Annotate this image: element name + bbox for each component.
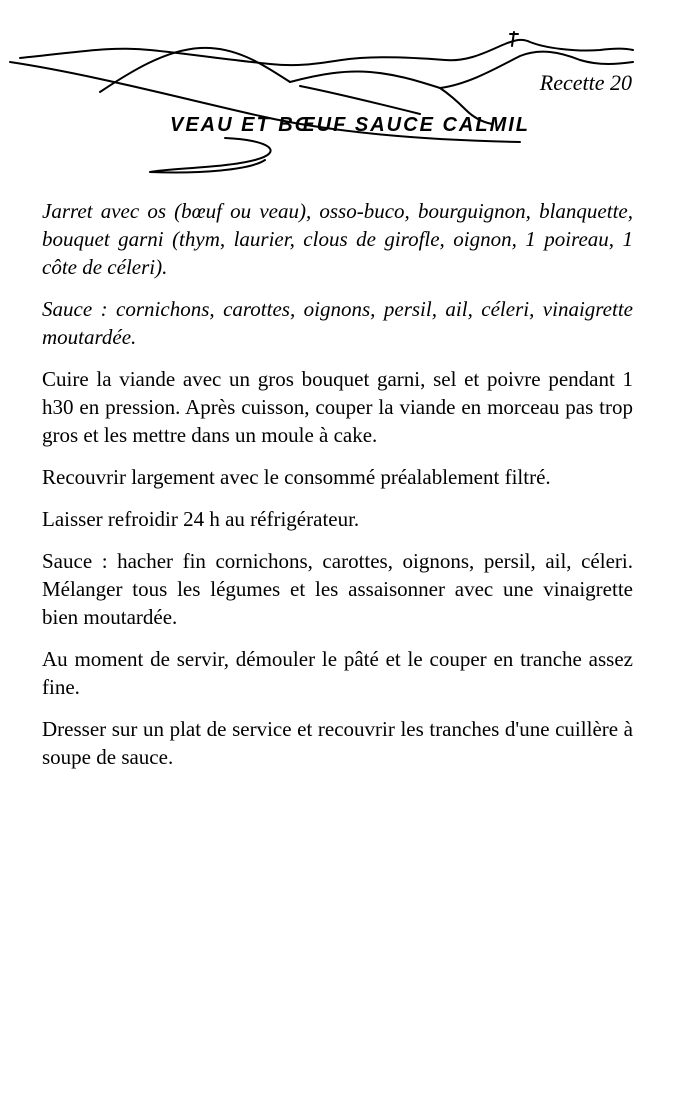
recipe-body	[42, 197, 633, 785]
step-paragraph: Cuire la viande avec un gros bouquet garni, sel et poivre pendant 1 h30 en pression. Après cuisson, couper la viande en morceau pas trop gros et les mettre dans un moule à cake.	[42, 367, 633, 447]
step-paragraph: Laisser refroidir 24 h au réfrigérateur.	[42, 507, 360, 531]
ingredients-paragraph: Jarret avec os (bœuf ou veau), osso-buco, bourguignon, blanquette, bouquet garni (thym, laurier, clous de girofle, oignon, 1 poireau, 1 côte de céleri).	[42, 199, 633, 279]
valley-line	[300, 86, 420, 114]
step-paragraph: Recouvrir largement avec le consommé préalablement filtré.	[42, 465, 551, 489]
step-paragraph: Dresser sur un plat de service et recouvrir les tranches d'une cuillère à soupe de sauce.	[42, 717, 633, 769]
recipe-number: Recette 20	[539, 70, 632, 95]
step-paragraph: Sauce : hacher fin cornichons, carottes, oignons, persil, ail, céleri. Mélanger tous les légumes et les assaisonner avec une vinaigrette bien moutardée.	[42, 549, 633, 629]
step-paragraph: Au moment de servir, démouler le pâté et le couper en tranche assez fine.	[42, 647, 633, 699]
winding-river	[150, 138, 271, 173]
recipe-title: VEAU ET BŒUF SAUCE CALMIL	[170, 114, 530, 136]
hill-middle	[290, 71, 440, 88]
sauce-ingredients-paragraph: Sauce : cornichons, carottes, oignons, persil, ail, céleri, vinaigrette moutardée.	[42, 297, 633, 349]
summit-tower	[510, 32, 518, 46]
